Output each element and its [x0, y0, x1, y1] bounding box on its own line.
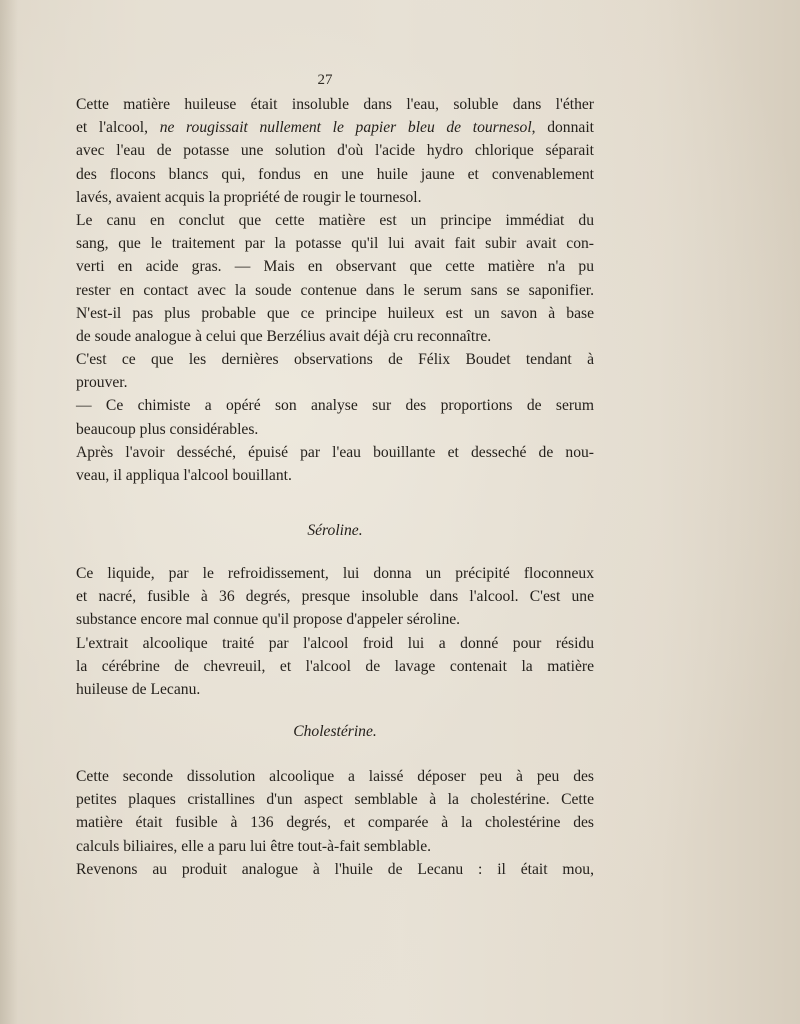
text-line: Cette matière huileuse était insoluble dans l'eau, soluble dans l'éther	[76, 96, 594, 113]
text-line: veau, il appliqua l'alcool bouillant.	[76, 467, 292, 484]
text-line: Ce liquide, par le refroidissement, lui donna un précipité floconneux	[76, 565, 594, 582]
paragraph-block-2	[76, 562, 594, 701]
text-line: Revenons au produit analogue à l'huile de Lecanu : il était mou,	[76, 860, 594, 878]
page-edge-shadow	[0, 0, 18, 1024]
italic-text-segment: ne rougissait nullement le papier bleu de tournesol	[159, 119, 532, 137]
text-line: la cérébrine de chevreuil, et l'alcool de lavage contenait la matière	[76, 657, 594, 675]
text-line: Le canu en conclut que cette matière est un principe immédiat du	[76, 211, 594, 229]
paragraph-block-3	[76, 765, 594, 881]
text-line	[76, 116, 594, 139]
text-line: substance encore mal connue qu'il propose d'appeler séroline.	[76, 611, 461, 629]
text-line: C'est ce que les dernières observations de Félix Boudet tendant à	[76, 351, 594, 369]
text-line: huileuse de Lecanu.	[76, 680, 201, 698]
text-line: et nacré, fusible à 36 degrés, presque insoluble dans l'alcool. C'est une	[76, 588, 594, 606]
text-line: petites plaques cristallines d'un aspect semblable à la cholestérine. Cette	[76, 791, 594, 809]
text-segment: , donnait	[531, 119, 594, 137]
text-line: verti en acide gras. — Mais en observant que cette matière n'a pu	[76, 258, 594, 276]
paragraph-block-1	[76, 93, 594, 487]
text-line: L'extrait alcoolique traité par l'alcool froid lui a donné pour résidu	[76, 634, 594, 652]
section-heading-cholesterine: Cholestérine.	[293, 723, 377, 740]
text-line: Cette seconde dissolution alcoolique a laissé déposer peu à peu des	[76, 768, 594, 785]
text-line: lavés, avaient acquis la propriété de rougir le tournesol.	[76, 188, 422, 206]
text-line: sang, que le traitement par la potasse qu'il lui avait fait subir avait con-	[76, 235, 594, 253]
text-line: rester en contact avec la soude contenue dans le serum sans se saponifier.	[76, 281, 594, 299]
text-line: prouver.	[76, 374, 128, 392]
text-line: beaucoup plus considérables.	[76, 420, 259, 438]
text-line: matière était fusible à 136 degrés, et comparée à la cholestérine des	[76, 814, 594, 832]
text-line: Après l'avoir desséché, épuisé par l'eau bouillante et desseché de nou-	[76, 443, 594, 461]
text-line: de soude analogue à celui que Berzélius avait déjà cru reconnaître.	[76, 327, 492, 345]
text-line: des flocons blancs qui, fondus en une huile jaune et convenablement	[76, 165, 594, 183]
page-number: 27	[317, 72, 333, 88]
text-line: — Ce chimiste a opéré son analyse sur des proportions de serum	[76, 397, 594, 415]
text-line: calculs biliaires, elle a paru lui être tout-à-fait semblable.	[76, 837, 432, 855]
section-heading-seroline: Séroline.	[307, 522, 363, 539]
text-line: N'est-il pas plus probable que ce principe huileux est un savon à base	[76, 304, 594, 322]
text-line: avec l'eau de potasse une solution d'où l'acide hydro chlorique séparait	[76, 142, 594, 160]
text-segment: et l'alcool,	[76, 119, 160, 137]
